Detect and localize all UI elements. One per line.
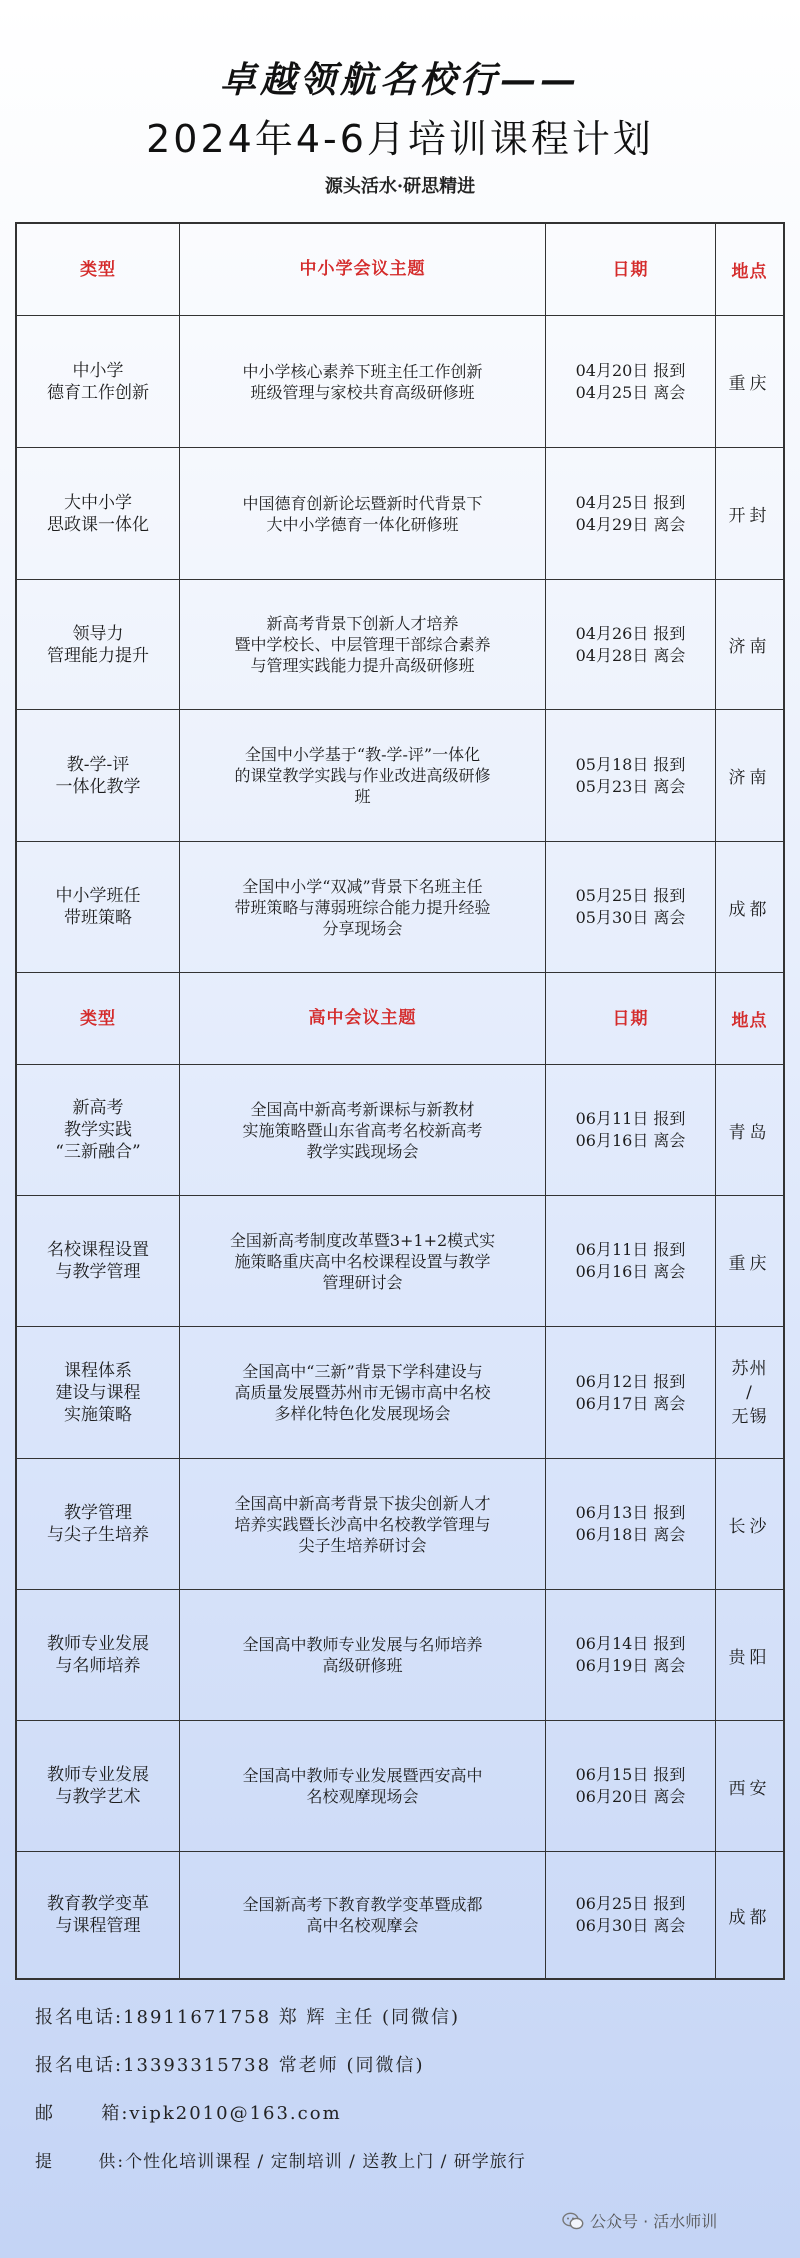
date-cell: 06月25日 报到 06月30日 离会 bbox=[545, 1852, 715, 1978]
topic-cell: 全国高中教师专业发展暨西安高中 名校观摩现场会 bbox=[179, 1721, 545, 1851]
type-cell: 领导力 管理能力提升 bbox=[47, 623, 149, 666]
type-cell: 中小学班任 带班策略 bbox=[55, 886, 141, 928]
contact-label: 报名电话: bbox=[35, 2007, 124, 2028]
topic-cell: 新高考背景下创新人才培养 暨中学校长、中层管理干部综合素养 与管理实践能力提升高级研修班 bbox=[179, 580, 545, 709]
table-row bbox=[17, 841, 783, 972]
watermark-text: 公众号 · 活水师训 bbox=[590, 2212, 718, 2231]
date-cell: 06月11日 报到 06月16日 离会 bbox=[545, 1196, 715, 1326]
table-row bbox=[17, 579, 783, 709]
topic-cell: 全国高中新高考新课标与新教材 实施策略暨山东省高考名校新高考 教学实践现场会 bbox=[179, 1065, 545, 1195]
contact-label: 报名电话: bbox=[35, 2055, 124, 2076]
date-cell: 04月20日 报到 04月25日 离会 bbox=[545, 316, 715, 447]
header-place: 地点 bbox=[715, 224, 783, 315]
topic-cell: 全国新高考制度改革暨3+1+2模式实 施策略重庆高中名校课程设置与教学 管理研讨会 bbox=[179, 1196, 545, 1326]
table-row bbox=[17, 709, 783, 841]
high-header-row bbox=[17, 972, 783, 1064]
topic-cell: 中小学核心素养下班主任工作创新 班级管理与家校共育高级研修班 bbox=[179, 316, 545, 447]
place-cell: 成都 bbox=[715, 1852, 783, 1978]
table-row bbox=[17, 1851, 783, 1978]
type-cell: 大中小学 思政课一体化 bbox=[47, 492, 149, 535]
place-cell: 苏州 / 无锡 bbox=[715, 1327, 783, 1458]
topic-cell: 全国高中教师专业发展与名师培养 高级研修班 bbox=[179, 1590, 545, 1720]
type-cell: 教学管理 与尖子生培养 bbox=[47, 1503, 149, 1545]
type-cell: 中小学 德育工作创新 bbox=[47, 360, 149, 403]
place-cell: 青岛 bbox=[715, 1065, 783, 1195]
date-cell: 05月18日 报到 05月23日 离会 bbox=[545, 710, 715, 841]
type-cell: 教-学-评 一体化教学 bbox=[55, 754, 141, 797]
header-place: 地点 bbox=[715, 973, 783, 1064]
type-cell: 名校课程设置 与教学管理 bbox=[47, 1240, 149, 1282]
wechat-icon bbox=[562, 2212, 584, 2230]
contact-label: 邮 箱: bbox=[35, 2103, 130, 2124]
contact-line bbox=[35, 2003, 460, 2029]
type-cell: 教师专业发展 与教学艺术 bbox=[47, 1765, 149, 1807]
place-cell: 济南 bbox=[715, 710, 783, 841]
services-value: 个性化培训课程 / 定制培训 / 送教上门 / 研学旅行 bbox=[125, 2152, 526, 2172]
place-cell: 长沙 bbox=[715, 1459, 783, 1589]
date-cell: 06月11日 报到 06月16日 离会 bbox=[545, 1065, 715, 1195]
date-cell: 06月12日 报到 06月17日 离会 bbox=[545, 1327, 715, 1458]
table-row bbox=[17, 1458, 783, 1589]
place-cell: 成都 bbox=[715, 842, 783, 972]
place-cell: 重庆 bbox=[715, 1196, 783, 1326]
subtitle: 源头活水·研思精进 bbox=[324, 176, 476, 197]
header-type: 类型 bbox=[80, 1008, 116, 1029]
topic-cell: 全国中小学“双减”背景下名班主任 带班策略与薄弱班综合能力提升经验 分享现场会 bbox=[179, 842, 545, 972]
contact-line bbox=[35, 2147, 526, 2172]
type-cell: 课程体系 建设与课程 实施策略 bbox=[55, 1360, 141, 1425]
phone-value: 18911671758 郑 辉 主任 (同微信) bbox=[123, 2007, 460, 2028]
place-cell: 西安 bbox=[715, 1721, 783, 1851]
header-date: 日期 bbox=[545, 224, 715, 315]
header-date: 日期 bbox=[545, 973, 715, 1064]
place-cell: 开封 bbox=[715, 448, 783, 579]
type-cell: 新高考 教学实践 “三新融合” bbox=[55, 1098, 141, 1162]
email-value: vipk2010@163.com bbox=[129, 2103, 342, 2124]
primary-header-row bbox=[17, 224, 783, 315]
date-cell: 06月13日 报到 06月18日 离会 bbox=[545, 1459, 715, 1589]
topic-cell: 全国高中新高考背景下拔尖创新人才 培养实践暨长沙高中名校教学管理与 尖子生培养研讨会 bbox=[179, 1459, 545, 1589]
date-cell: 04月26日 报到 04月28日 离会 bbox=[545, 580, 715, 709]
topic-cell: 中国德育创新论坛暨新时代背景下 大中小学德育一体化研修班 bbox=[179, 448, 545, 579]
place-cell: 济南 bbox=[715, 580, 783, 709]
header-topic: 中小学会议主题 bbox=[179, 224, 545, 315]
topic-cell: 全国高中“三新”背景下学科建设与 高质量发展暨苏州市无锡市高中名校 多样化特色化发展现场会 bbox=[179, 1327, 545, 1458]
type-cell: 教育教学变革 与课程管理 bbox=[47, 1894, 149, 1936]
watermark bbox=[562, 2209, 717, 2232]
table-row bbox=[17, 315, 783, 447]
date-cell: 04月25日 报到 04月29日 离会 bbox=[545, 448, 715, 579]
header bbox=[0, 0, 800, 220]
contact-line bbox=[35, 2099, 342, 2125]
table-row bbox=[17, 1589, 783, 1720]
contact-line bbox=[35, 2051, 425, 2077]
phone-value: 13393315738 常老师 (同微信) bbox=[123, 2055, 425, 2076]
contact-label: 提 供: bbox=[35, 2152, 126, 2172]
table-row bbox=[17, 1720, 783, 1851]
header-topic: 高中会议主题 bbox=[179, 973, 545, 1064]
topic-cell: 全国新高考下教育教学变革暨成都 高中名校观摩会 bbox=[179, 1852, 545, 1978]
table-row bbox=[17, 1195, 783, 1326]
header-type: 类型 bbox=[80, 259, 116, 280]
date-cell: 05月25日 报到 05月30日 离会 bbox=[545, 842, 715, 972]
place-cell: 重庆 bbox=[715, 316, 783, 447]
slogan: 卓越领航名校行—— bbox=[219, 59, 580, 101]
table-row bbox=[17, 447, 783, 579]
place-cell: 贵阳 bbox=[715, 1590, 783, 1720]
type-cell: 教师专业发展 与名师培养 bbox=[47, 1634, 149, 1676]
date-cell: 06月14日 报到 06月19日 离会 bbox=[545, 1590, 715, 1720]
topic-cell: 全国中小学基于“教-学-评”一体化 的课堂教学实践与作业改进高级研修 班 bbox=[179, 710, 545, 841]
table-row bbox=[17, 1326, 783, 1458]
page-title: 2024年4-6月培训课程计划 bbox=[146, 117, 654, 161]
schedule-table bbox=[15, 222, 785, 1980]
date-cell: 06月15日 报到 06月20日 离会 bbox=[545, 1721, 715, 1851]
table-row bbox=[17, 1064, 783, 1195]
